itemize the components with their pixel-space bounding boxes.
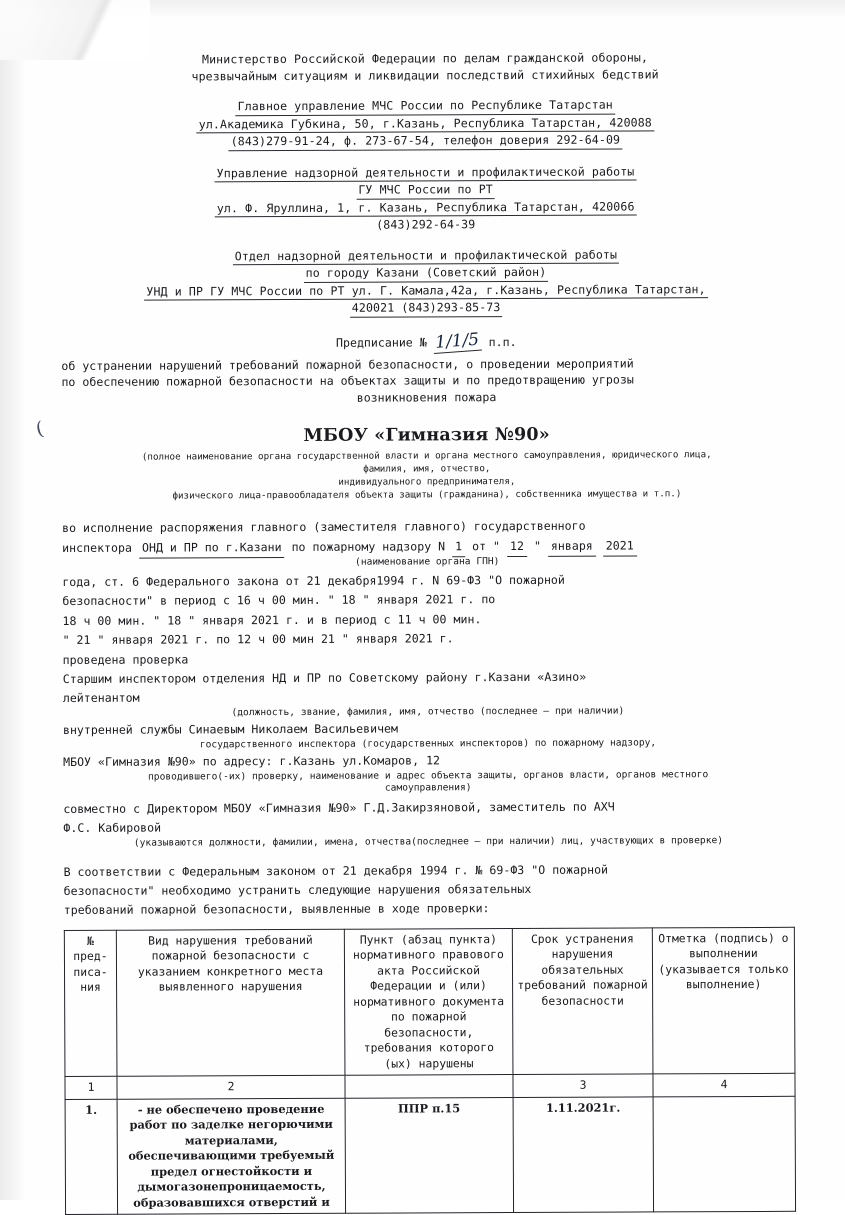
order-line-1: во исполнение распоряжения главного (заместителя главного) государственного xyxy=(62,518,586,536)
period-1-year-end: 2021 xyxy=(250,612,279,627)
hour-label-3: ч xyxy=(418,612,426,627)
violations-table xyxy=(64,927,796,1215)
row-number: 1. xyxy=(65,1099,118,1215)
period-2-min-start: 00 xyxy=(432,612,447,627)
prescription-label-after: п.п. xyxy=(488,334,517,349)
period-1-hour-end: 18 xyxy=(62,613,77,628)
object-caption-line-4: физического лица-правообладателя объекта защиты (гражданина), собственника имущества и т.п.) xyxy=(172,488,682,502)
q-2: " xyxy=(362,592,370,607)
period-2-g: г. xyxy=(439,631,454,646)
table-row xyxy=(65,1096,795,1215)
object-address-line: МБОУ «Гимназия №90» по адресу: г.Казань ул.Комаров, 12 xyxy=(63,753,441,769)
period-2-month-end: января xyxy=(355,631,398,646)
ministry-header xyxy=(60,49,790,85)
period-1-min-start: 00 xyxy=(271,593,286,608)
order-inspector-org: ОНД и ПР по г.Казани xyxy=(139,538,285,559)
supervision-line-2: ГУ МЧС России по РТ xyxy=(356,181,495,199)
ministry-line-1: Министерство Российской Федерации по делам гражданской обороны, xyxy=(201,50,649,67)
numbering-cell-1: 1 xyxy=(65,1077,117,1100)
min-label-1: мин. xyxy=(292,593,321,608)
ink-mark: ( xyxy=(33,417,46,441)
object-caption-line-3: индивидуального предпринимателя, xyxy=(338,476,516,489)
period-2-year-start: 2021 xyxy=(160,632,189,647)
together-label: совместно с xyxy=(63,801,141,817)
body-paragraph-order xyxy=(62,516,792,571)
together-person-1: Директором МБОУ «Гимназия №90» Г.Д.Закирзяновой, заместитель по АХЧ xyxy=(147,799,615,816)
address-caption-line-1: проводившего(-их) проверку, наименование и адрес объекта защиты, органов власти, органов местного xyxy=(148,769,709,783)
order-gpn-caption: (наименование органа ГПН) xyxy=(355,556,500,568)
numbering-cell-3: 3 xyxy=(513,1074,653,1097)
order-month: января xyxy=(548,536,596,557)
together-person-2: Ф.С. Кабировой xyxy=(63,820,162,835)
document-content xyxy=(60,49,795,1215)
supervision-department-block xyxy=(60,162,790,234)
hour-label-1: ч xyxy=(257,593,265,608)
table-header-no xyxy=(64,930,117,1077)
period-line-1: года, ст. 6 Федерального закона от 21 декабря1994 г. N 69-ФЗ "О пожарной xyxy=(62,572,565,589)
numbering-cell-4: 4 xyxy=(653,1074,795,1097)
object-name-caption xyxy=(62,448,792,503)
otdel-line-1: Отдел надзорной деятельности и профилактической работы xyxy=(233,246,619,265)
period-label: безопасности" в период с xyxy=(62,593,230,609)
header-no-line-1: № xyxy=(86,933,94,948)
period-1-day-start: 18 xyxy=(341,592,356,608)
table-header-deadline: Срок устранения нарушения обязательных требований пожарной безопасности xyxy=(512,928,653,1075)
header-no-line-4: ния xyxy=(80,980,101,995)
row-norm: ППР п.15 xyxy=(345,1097,514,1213)
requirement-paragraph xyxy=(64,860,794,920)
otdel-address-line-2: 420021 (843)293-85-73 xyxy=(350,299,503,317)
inspector-block xyxy=(63,667,794,851)
order-inspector-label: инспектора xyxy=(62,540,133,555)
hour-label-2: ч xyxy=(83,613,91,628)
period-1-year-start: 2021 xyxy=(425,592,454,607)
order-number: 1 xyxy=(452,537,465,558)
numbering-cell-blank xyxy=(345,1075,513,1098)
period-1-day-end: 18 xyxy=(167,613,182,628)
q-3: " xyxy=(153,613,161,628)
order-quote: " xyxy=(533,538,541,553)
together-caption: (указываются должности, фамилии, имена, отчества(последнее – при наличии) лиц, участвующих в проверке) xyxy=(133,835,724,849)
q-5: " xyxy=(62,633,70,648)
order-nadzor-label: по пожарному надзору N xyxy=(291,539,446,554)
address-caption-line-2: самоуправления) xyxy=(384,781,472,794)
q-4: " xyxy=(188,613,196,628)
inspector-post-line-1: Старшим инспектором отделения НД и ПР по Советскому району г.Казани «Азино» xyxy=(62,669,587,687)
row-mark xyxy=(653,1096,796,1212)
main-department-address: ул.Академика Губкина, 50, г.Казань, Республика Татарстан, 420088 xyxy=(197,114,654,133)
period-1-by: г. по xyxy=(460,592,496,607)
table-header-row xyxy=(64,927,795,1077)
header-no-line-2: пред- xyxy=(73,949,108,964)
period-2-label: г. и в период с xyxy=(285,612,391,627)
q-6: " xyxy=(97,633,105,648)
period-1-month-end: января xyxy=(202,612,245,628)
period-2-month-start: января xyxy=(111,632,154,648)
order-from-label: от " xyxy=(472,538,501,553)
inspector-gos-caption: государственного инспектора (государственных инспекторов) по пожарному надзору, xyxy=(199,737,657,751)
otdel-block xyxy=(61,245,791,318)
requirement-line-1: В соответствии с Федеральным законом от 21 декабря 1994 г. № 69-ФЗ "О пожарной xyxy=(63,862,609,879)
main-department-phones: (843)279-91-24, ф. 273-67-54, телефон доверия 292-64-09 xyxy=(229,132,622,151)
body-paragraph-period xyxy=(62,570,792,671)
hour-label-4: ч xyxy=(258,632,266,647)
min-label-4: мин xyxy=(292,632,314,647)
period-2-year-end: 2021 xyxy=(404,631,433,646)
prescription-number-line xyxy=(61,329,791,353)
period-2-hour-end: 12 xyxy=(237,632,252,647)
inspection-done-label: проведена проверка xyxy=(62,652,189,667)
q-7: " xyxy=(341,632,349,647)
main-department-block xyxy=(60,96,790,152)
object-caption-line-2: фамилия, имя, отчество, xyxy=(363,463,491,475)
requirement-line-3: требований пожарной безопасности, выявленные в ходе проверки: xyxy=(63,900,490,917)
order-year: 2021 xyxy=(603,536,637,557)
requirement-line-2: безопасности" необходимо устранить следующие нарушения обязательных xyxy=(63,881,532,898)
table-numbering-row xyxy=(65,1074,795,1100)
table-header-mark: Отметка (подпись) о выполнении (указывается только выполнение) xyxy=(652,927,795,1074)
min-label-2: мин. xyxy=(118,613,147,628)
period-1-min-end: 00 xyxy=(97,613,112,628)
subject-line-1: об устранении нарушений требований пожарной безопасности, о проведении мероприятий xyxy=(61,355,634,373)
inspector-name: внутренней службы Синаевым Николаем Васильевичем xyxy=(62,721,399,737)
period-1-hour-start: 16 xyxy=(236,593,251,608)
period-2-min-end: 00 xyxy=(272,632,287,647)
q-1: " xyxy=(327,593,335,608)
object-name: МБОУ «Гимназия №90» xyxy=(303,425,550,447)
object-caption-line-1: (полное наименование органа государственной власти и органа местного самоуправления, юридического лица, xyxy=(141,449,712,463)
header-no-line-3: писа- xyxy=(73,964,108,979)
row-deadline: 1.11.2021г. xyxy=(513,1097,654,1213)
scan-shadow-left xyxy=(0,0,26,1200)
table-header-violation: Вид нарушения требований пожарной безопасности с указанием конкретного места выявленного нарушения xyxy=(116,929,345,1076)
supervision-phone: (843)292-64-39 xyxy=(376,217,476,232)
scan-shadow-top xyxy=(0,0,845,18)
period-2-day-end: 21 xyxy=(320,632,335,647)
main-department-name: Главное управление МЧС России по Республике Татарстан xyxy=(236,97,615,116)
otdel-line-2: по городу Казани (Советский район) xyxy=(304,264,549,283)
row-violation: - не обеспечено проведение работ по заделке негорючими материалами, обеспечивающими требуемый предел огнестойкости и дымогазонепроницаемость, образовавшихся отверстий и xyxy=(117,1098,346,1214)
ministry-line-2: чрезвычайным ситуациям и ликвидации последствий стихийных бедствий xyxy=(191,66,659,83)
supervision-line-1: Управление надзорной деятельности и профилактической работы xyxy=(215,163,637,182)
period-1-month-start: января xyxy=(376,592,419,607)
table-header-norm: Пункт (абзац пункта) нормативного правового акта Российской Федерации и (или) нормативного документа по пожарной безопасности, требования которого (ых) нарушены xyxy=(344,928,513,1075)
supervision-address: ул. Ф. Яруллина, 1, г. Казань, Республика Татарстан, 420066 xyxy=(215,198,637,217)
min-label-3: мин. xyxy=(453,611,482,627)
subject-line-3: возникновения пожара xyxy=(356,389,497,405)
inspector-post-caption: (должность, звание, фамилия, имя, отчество (последнее – при наличии) xyxy=(231,705,625,719)
numbering-cell-2: 2 xyxy=(117,1076,345,1099)
inspector-post-line-2: лейтенантом xyxy=(62,690,140,705)
otdel-address-line-1: УНД и ПР ГУ МЧС России по РТ ул. Г. Камала,42а, г.Казань, Республика Татарстан, xyxy=(144,281,707,301)
period-2-by: г. по xyxy=(195,632,231,647)
order-day: 12 xyxy=(507,537,527,558)
prescription-number-handwritten: 1/1/5 xyxy=(433,329,482,353)
prescription-label: Предписание № xyxy=(335,334,427,350)
period-2-hour-start: 11 xyxy=(397,612,412,627)
subject-line-2: по обеспечению пожарной безопасности на объектах защиты и по предотвращению угрозы xyxy=(61,372,634,390)
period-2-day-start: 21 xyxy=(76,633,91,648)
prescription-subject xyxy=(61,354,791,407)
